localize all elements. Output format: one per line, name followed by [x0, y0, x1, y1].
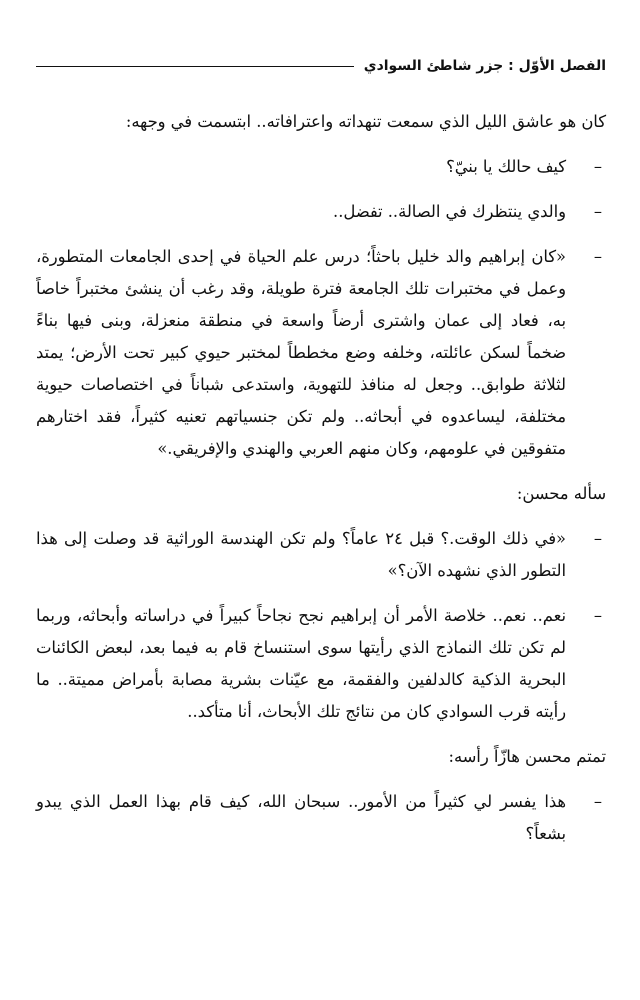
dialogue-dash: – — [593, 247, 602, 266]
dialogue-dash: – — [593, 157, 602, 176]
dialogue-text: هذا يفسر لي كثيراً من الأمور.. سبحان الله، كيف قام بهذا العمل الذي يبدو بشعاً؟ — [36, 792, 566, 843]
dialogue-line — [36, 241, 606, 465]
dialogue-text: نعم.. نعم.. خلاصة الأمر أن إبراهيم نجح نجاحاً كبيراً في دراساته وأبحاثه، وربما لم تكن تلك النماذج الذي رأيتها سوى استنساخ قام به فيما بعد، لبعض الكائنات البحرية الذكية كالدلفين والفقمة، مع عيّنات بشرية مصابة بأمراض مميتة.. ما رأيته قرب السوادي كان من نتائج تلك الأبحاث، أنا متأكد.. — [36, 606, 566, 721]
dialogue-text: «كان إبراهيم والد خليل باحثاً؛ درس علم الحياة في إحدى الجامعات المتطورة، وعمل في مختبرات تلك الجامعة فترة طويلة، وقد رغب أن ينشئ مختبراً خاصاً به، فعاد إلى عمان واشترى أرضاً واسعة في منطقة منعزلة، وبنى فيها بناءً ضخماً لسكن عائلته، وخلفه وضع مخططاً لمختبر حيوي كبير تحت الأرض؛ يمتد لثلاثة طوابق.. وجعل له منافذ للتهوية، واستدعى شباناً في اختصاصات حيوية مختلفة، ليساعدوه في أبحاثه.. ولم تكن جنسياتهم تعنيه كثيراً، فقد اختارهم متفوقين في علومهم، وكان منهم العربي والهندي والإفريقي.» — [36, 247, 566, 458]
dialogue-text: كيف حالك يا بنيّ؟ — [446, 157, 566, 176]
dialogue-text: «في ذلك الوقت.؟ قبل ٢٤ عاماً؟ ولم تكن الهندسة الوراثية قد وصلت إلى هذا التطور الذي نشهده الآن؟» — [36, 529, 566, 580]
dialogue-line — [36, 196, 606, 228]
dialogue-line — [36, 151, 606, 183]
dialogue-line — [36, 786, 606, 850]
dialogue-dash: – — [593, 792, 602, 811]
paragraph: سأله محسن: — [516, 484, 606, 503]
paragraph: تمتم محسن هازّاً رأسه: — [448, 747, 606, 766]
header-rule — [36, 66, 354, 67]
dialogue-dash: – — [593, 529, 602, 548]
page-body — [36, 106, 606, 863]
dialogue-dash: – — [593, 202, 602, 221]
dialogue-line — [36, 600, 606, 728]
running-header — [36, 58, 606, 74]
dialogue-text: والدي ينتظرك في الصالة.. تفضل.. — [333, 202, 566, 221]
chapter-title: الفصل الأوّل : جزر شاطئ السوادي — [363, 58, 606, 74]
dialogue-dash: – — [593, 606, 602, 625]
dialogue-line — [36, 523, 606, 587]
paragraph: كان هو عاشق الليل الذي سمعت تنهداته واعترافاته.. ابتسمت في وجهه: — [125, 112, 606, 131]
